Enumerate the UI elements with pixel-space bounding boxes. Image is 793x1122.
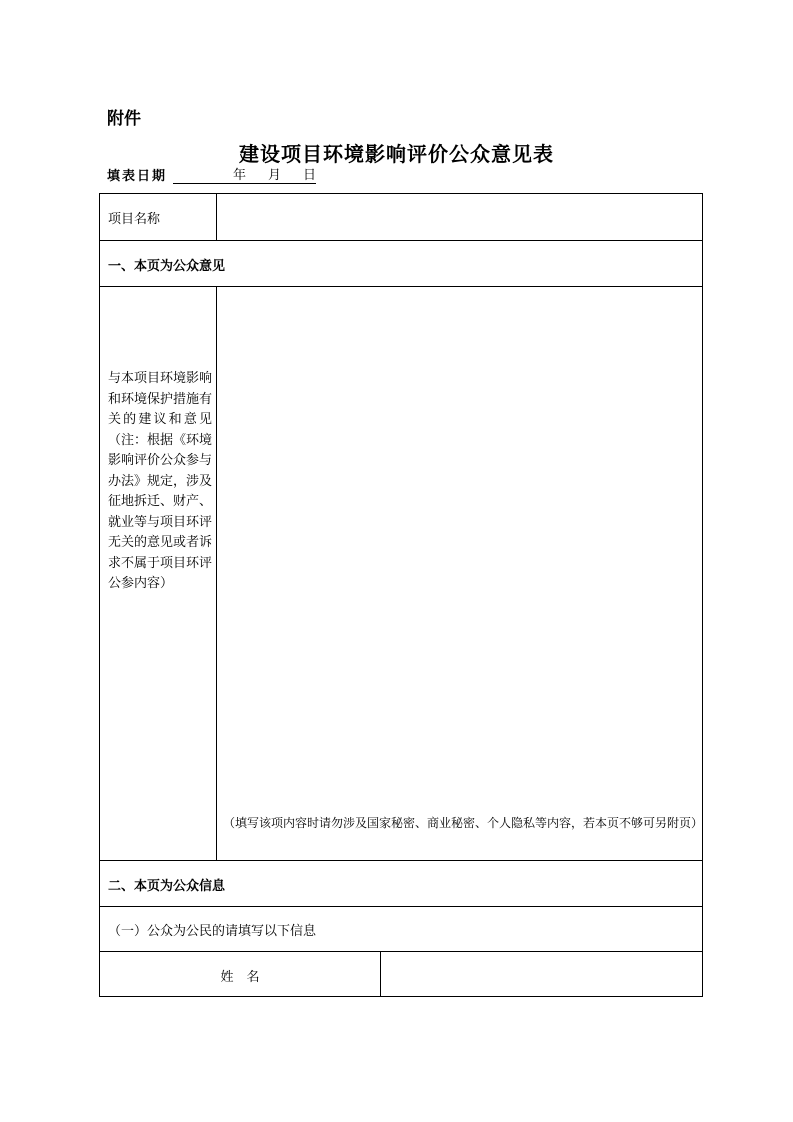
opinion-note: （填写该项内容时请勿涉及国家秘密、商业秘密、个人隐私等内容，若本页不够可另附页） (223, 816, 704, 830)
subsection1-title: （一）公众为公民的请填写以下信息 (108, 924, 317, 939)
row-divider (100, 906, 702, 907)
column-divider (380, 951, 381, 997)
project-name-label: 项目名称 (108, 212, 161, 227)
column-divider (216, 194, 217, 240)
name-field[interactable] (390, 964, 690, 984)
row-divider (100, 951, 702, 952)
opinion-field[interactable] (224, 294, 696, 804)
month-label: 月 (268, 168, 282, 183)
section1-title: 一、本页为公众意见 (108, 259, 226, 274)
date-label: 填表日期 (107, 169, 168, 184)
row-divider (100, 240, 702, 241)
section2-title: 二、本页为公众信息 (108, 879, 226, 894)
name-label: 姓 名 (220, 970, 260, 985)
opinion-label: 与本项目环境影响和环境保护措施有关的建议和意见（注：根据《环境影响评价公众参与办法》规定，涉及征地拆迁、财产、就业等与项目环评无关的意见或者诉求不属于项目环评公参内容） (108, 371, 213, 591)
date-fill-row (107, 165, 316, 184)
year-label: 年 (233, 168, 247, 183)
opinion-form-table (99, 193, 703, 997)
column-divider (216, 286, 217, 860)
project-name-field[interactable] (224, 208, 694, 228)
row-divider (100, 860, 702, 861)
day-label: 日 (303, 168, 317, 183)
attachment-label: 附件 (107, 109, 141, 129)
page-title: 建设项目环境影响评价公众意见表 (239, 142, 554, 166)
row-divider (100, 286, 702, 287)
date-input-line[interactable] (173, 167, 316, 184)
